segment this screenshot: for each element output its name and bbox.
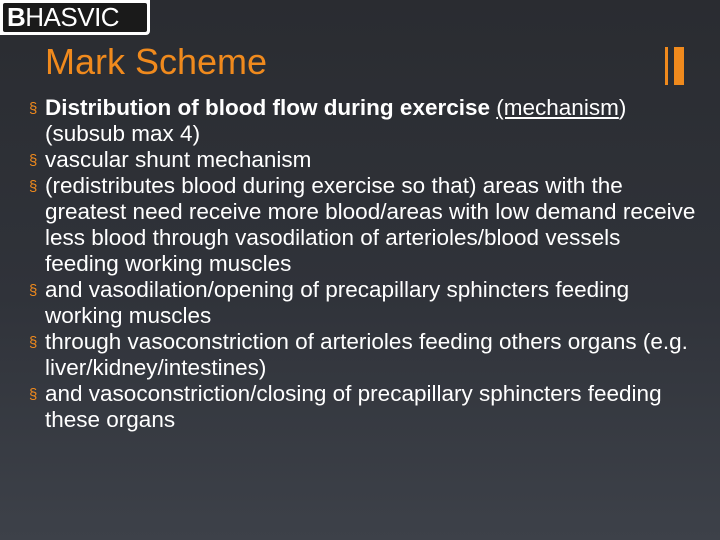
bullet-text: through vasoconstriction of arterioles feeding others organs (e.g. liver/kidney/intestines) xyxy=(45,329,688,380)
logo-letter-b: B xyxy=(7,3,26,32)
bullet-marker: § xyxy=(29,152,38,169)
bullet-item xyxy=(29,173,699,277)
bhasvic-logo xyxy=(0,0,150,35)
logo-box xyxy=(3,3,147,32)
mark-scheme-bullets xyxy=(29,95,699,433)
bullet-marker: § xyxy=(29,386,38,403)
bullet-mechanism-underlined: (mechanism xyxy=(496,95,619,120)
bullet-item xyxy=(29,329,699,381)
bullet-item xyxy=(29,381,699,433)
bullet-marker: § xyxy=(29,334,38,351)
bullet-text: and vasoconstriction/closing of precapillary sphincters feeding these organs xyxy=(45,381,662,432)
logo-text xyxy=(7,3,119,32)
logo-letters: HASVIC xyxy=(25,3,120,32)
bullet-marker: § xyxy=(29,100,38,117)
bullet-marker: § xyxy=(29,282,38,299)
accent-bar-thick xyxy=(674,47,684,85)
slide-title: Mark Scheme xyxy=(45,41,268,82)
bullet-marker: § xyxy=(29,178,38,195)
bullet-text: and vasodilation/opening of precapillary sphincters feeding working muscles xyxy=(45,277,630,328)
bullet-item xyxy=(29,147,699,173)
bullet-text: vascular shunt mechanism xyxy=(45,147,312,172)
bullet-heading-suffix: ) (subsub max 4) xyxy=(45,95,627,146)
accent-bar-thin xyxy=(665,47,668,85)
bullet-item xyxy=(29,95,699,147)
bullet-text: (redistributes blood during exercise so that) areas with the greatest need receive more blood/areas with low demand receive less blood through vasodilation of arterioles/blood vessels feeding working muscles xyxy=(45,173,696,276)
bullet-heading: Distribution of blood flow during exercise xyxy=(45,95,491,120)
bullet-item xyxy=(29,277,699,329)
